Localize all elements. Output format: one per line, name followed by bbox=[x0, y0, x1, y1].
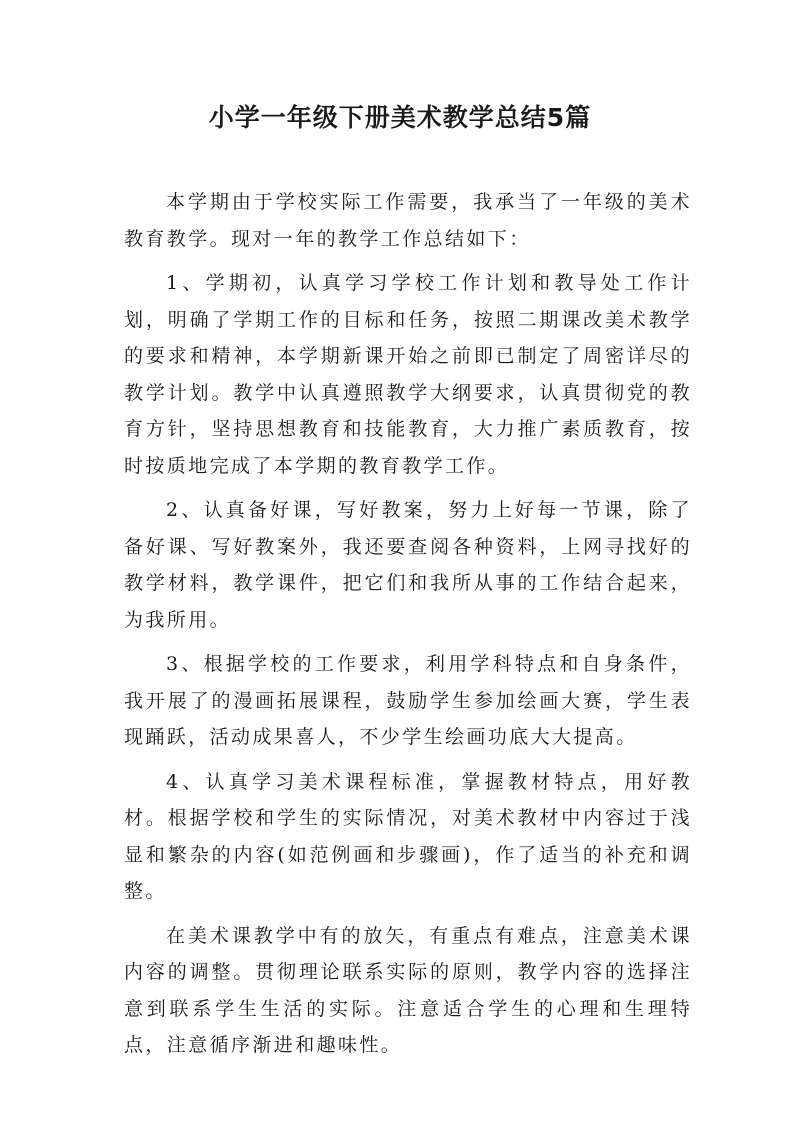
paragraph-item-1: 1、学期初，认真学习学校工作计划和教导处工作计划，明确了学期工作的目标和任务，按照二期课改美术教学的要求和精神，本学期新课开始之前即已制定了周密详尽的教学计划。教学中认真遵照教学大纲要求，认真贯彻党的教育方针，坚持思想教育和技能教育，大力推广素质教育，按时按质地完成了本学期的教育教学工作。 bbox=[124, 272, 692, 477]
document-body bbox=[124, 184, 692, 1072]
paragraph-item-4: 4、认真学习美术课程标准，掌握教材特点，用好教材。根据学校和学生的实际情况，对美术教材中内容过于浅显和繁杂的内容(如范例画和步骤画)，作了适当的补充和调整。 bbox=[124, 770, 692, 902]
paragraph-closing: 在美术课教学中有的放矢，有重点有难点，注意美术课内容的调整。贯彻理论联系实际的原则，教学内容的选择注意到联系学生生活的实际。注意适合学生的心理和生理特点，注意循序渐进和趣味性。 bbox=[124, 924, 692, 1056]
paragraph-item-3: 3、根据学校的工作要求，利用学科特点和自身条件，我开展了的漫画拓展课程，鼓励学生参加绘画大赛，学生表现踊跃，活动成果喜人，不少学生绘画功底大大提高。 bbox=[124, 653, 692, 748]
paragraph-item-2: 2、认真备好课，写好教案，努力上好每一节课，除了备好课、写好教案外，我还要查阅各种资料，上网寻找好的教学材料，教学课件，把它们和我所从事的工作结合起来，为我所用。 bbox=[124, 499, 692, 631]
paragraph-intro: 本学期由于学校实际工作需要，我承当了一年级的美术教育教学。现对一年的教学工作总结如下： bbox=[124, 191, 692, 250]
document-title: 小学一年级下册美术教学总结5篇 bbox=[208, 103, 592, 132]
